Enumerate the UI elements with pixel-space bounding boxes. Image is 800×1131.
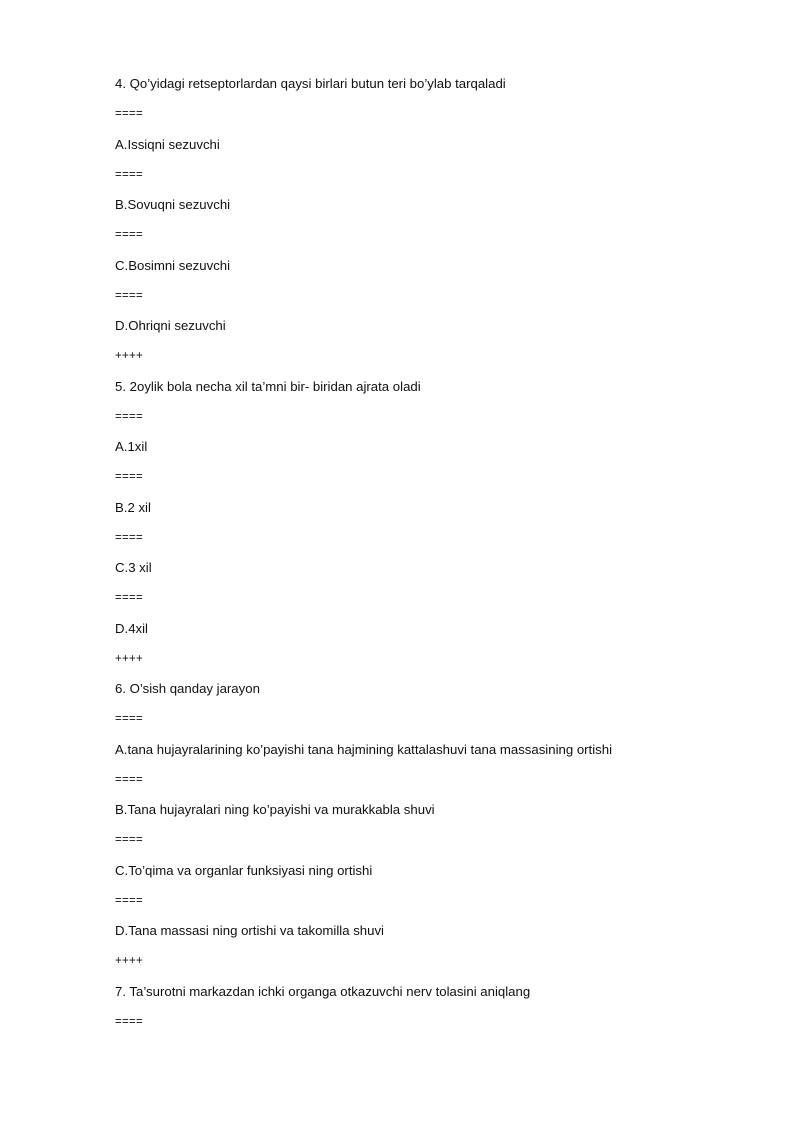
option-b-text: B.Sovuqni sezuvchi — [115, 197, 231, 212]
separator-line: ==== — [115, 1015, 144, 1028]
option-a-text: A.tana hujayralarining ko’payishi tana hajmining kattalashuvi tana massasining ortishi — [115, 741, 613, 757]
question-end-marker: ++++ — [115, 652, 144, 665]
separator-line: ==== — [115, 229, 144, 242]
separator-line: ==== — [115, 773, 144, 786]
question-7-text: 7. Ta’surotni markazdan ichki organga otkazuvchi nerv tolasini aniqlang — [115, 983, 531, 999]
option-c-text: C.3 xil — [115, 560, 152, 575]
separator-line: ==== — [115, 289, 144, 302]
separator-line: ==== — [115, 531, 144, 544]
option-c-text: C.To’qima va organlar funksiyasi ning ortishi — [115, 862, 373, 878]
document-content — [115, 75, 755, 1043]
separator-line: ==== — [115, 713, 144, 726]
option-c-text: C.Bosimni sezuvchi — [115, 257, 231, 273]
separator-line: ==== — [115, 108, 144, 121]
separator-line: ==== — [115, 894, 144, 907]
separator-line: ==== — [115, 471, 144, 484]
option-d-text: D.4xil — [115, 620, 148, 636]
separator-line: ==== — [115, 592, 144, 605]
option-b-text: B.2 xil — [115, 499, 151, 515]
separator-line: ==== — [115, 410, 144, 423]
separator-line: ==== — [115, 834, 144, 847]
question-end-marker: ++++ — [115, 350, 144, 363]
option-d-text: D.Ohriqni sezuvchi — [115, 318, 226, 333]
question-end-marker: ++++ — [115, 955, 144, 968]
option-a-text: A.Issiqni sezuvchi — [115, 136, 220, 152]
option-d-text: D.Tana massasi ning ortishi va takomilla shuvi — [115, 923, 384, 938]
question-5-text: 5. 2oylik bola necha xil ta’mni bir- biridan ajrata oladi — [115, 378, 421, 394]
question-4-text: 4. Qo’yidagi retseptorlardan qaysi birlari butun teri bo’ylab tarqaladi — [115, 76, 506, 91]
option-b-text: B.Tana hujayralari ning ko’payishi va murakkabla shuvi — [115, 802, 435, 817]
option-a-text: A.1xil — [115, 439, 148, 454]
separator-line: ==== — [115, 168, 144, 181]
question-6-text: 6. O’sish qanday jarayon — [115, 681, 260, 696]
